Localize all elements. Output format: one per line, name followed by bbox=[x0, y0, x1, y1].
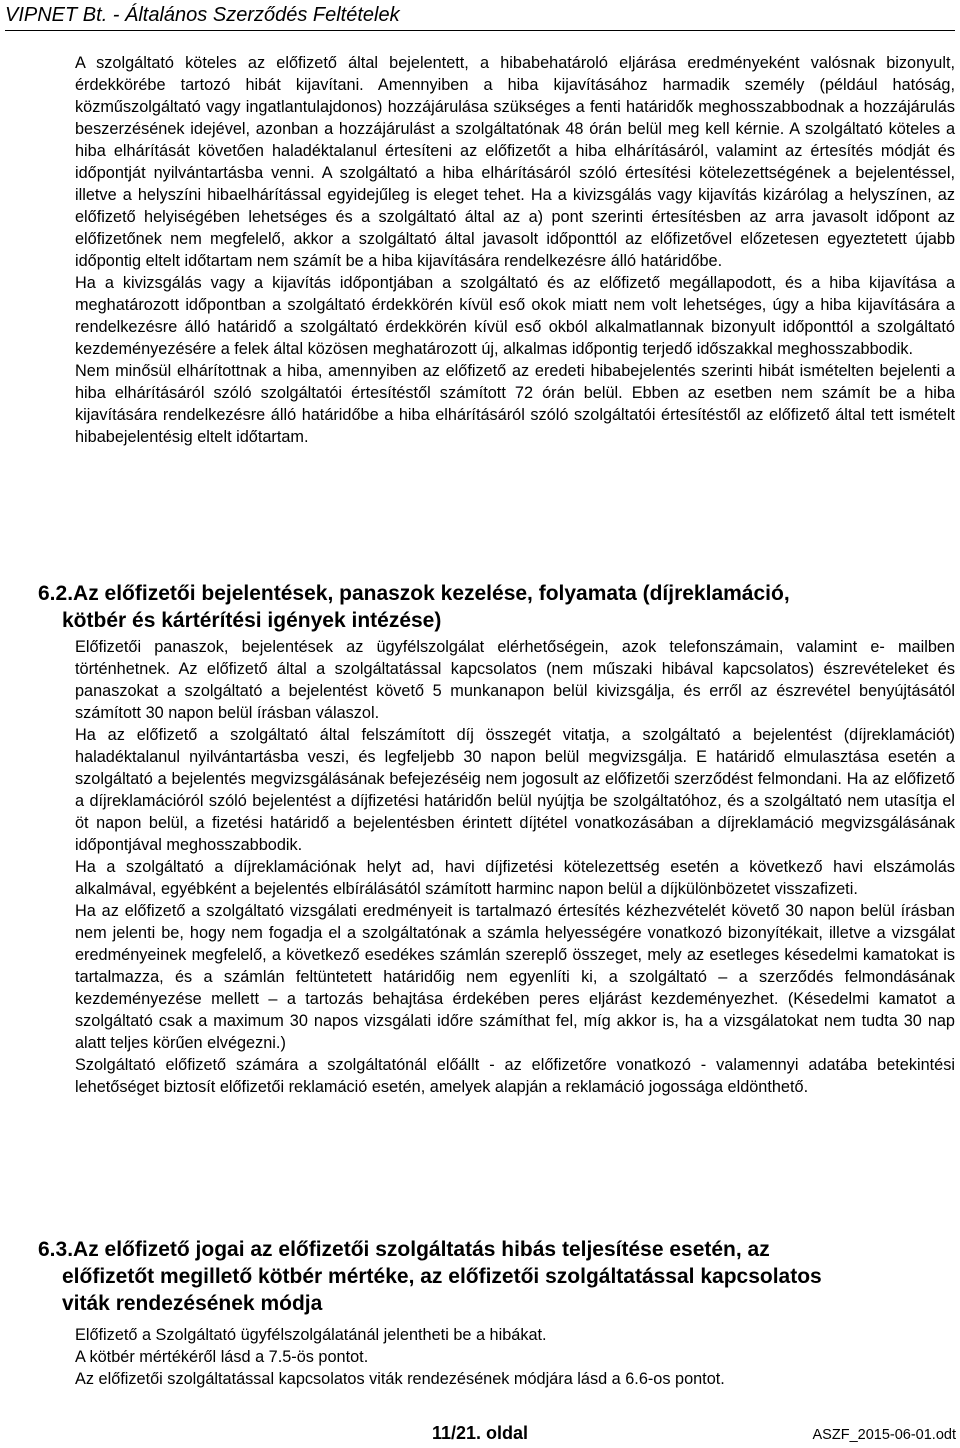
paragraph-hiba-kijavitas: A szolgáltató köteles az előfizető által bejelentett, a hibabehatároló eljárása eredményeként valósnak bizonyult, érdekkörébe tartozó hibát kijavítani. Amennyiben a hiba kijavításához harmadik személy (például hatóság, közműszolgáltató vagy ingatlantulajdonos) hozzájárulása szükséges a fenti határidők meghosszabbodnak a hozzájárulás beszerzésének idejével, azonban a hozzájárulást a szolgáltatónak 48 órán belül meg kell kérnie. A szolgáltató köteles a hiba elhárítását követően haladéktalanul értesíteni az előfizetőt a hiba elhárításáról, valamint az értesítés módját és időpontját nyilvántartásba venni. A szolgáltató a hiba elhárításáról szóló értesítési kötelezettségének a bejelentéssel, illetve a helyszíni hibaelhárítással egyidejűleg is eleget tehet. Ha a kivizsgálás vagy kijavítás kizárólag a helyszínen, az előfizető helyiségében lehetséges és a szolgáltató által az a) pont szerinti értesítésben az arra javasolt időpont az előfizetőnek nem megfelelő, akkor a szolgáltató által javasolt időponttól az előfizetővel előzetesen egyeztetett újabb időpontig eltelt időtartam nem számít be a hiba kijavítására rendelkezésre álló határidőbe. bbox=[75, 54, 955, 270]
section-6-2-body bbox=[75, 636, 955, 1098]
section-6-3-body bbox=[75, 1324, 955, 1390]
paragraph: Az előfizetői szolgáltatással kapcsolatos viták rendezésének módjára lásd a 6.6-os pontot. bbox=[75, 1370, 725, 1388]
paragraph: Ha az előfizető a szolgáltató vizsgálati eredményeit is tartalmazó értesítés kézhezvételét követő 30 napon belül írásban nem jelenti be, hogy nem fogadja el a szolgáltatónak a számla helyességére vonatkozó bizonyítékait, illetve a vizsgálat eredményeinek megfelelő, a következő esedékes számlán szereplő összeget, mely az esetleges késedelmi kamatokat is tartalmazza, és a számlán feltüntetett határidőig nem egyenlíti ki, a szolgáltató – a szerződés felmondásának kezdeményezése mellett – a tartozás behajtása érdekében peres eljárást kezdeményezhet. (Késedelmi kamatot a szolgáltató csak a maximum 30 napos vizsgálati időre számíthat fel, míg akkor is, ha a vizsgálatokat nem tudta 30 nap alatt teljes körűen elvégezni.) bbox=[75, 902, 955, 1052]
section-title-line: kötbér és kártérítési igények intézése) bbox=[62, 609, 442, 632]
paragraph: Előfizető a Szolgáltató ügyfélszolgálatánál jelentheti be a hibákat. bbox=[75, 1326, 547, 1344]
paragraph: Szolgáltató előfizető számára a szolgáltatónál előállt - az előfizetőre vonatkozó - valamennyi adatába betekintési lehetőséget biztosít előfizetői reklamáció esetén, amelyek alapján a reklamáció jogossága eldönthető. bbox=[75, 1056, 955, 1096]
intro-text bbox=[75, 52, 955, 448]
paragraph: Ha az előfizető a szolgáltató által felszámított díj összegét vitatja, a szolgáltató a bejelentést (díjreklamációt) haladéktalanul nyilvántartásba veszi, és legfeljebb 30 napon belül megvizsgálja. E határidő elmulasztása esetén a szolgáltató a bejelentés megvizsgálásának befejezéséig nem jogosult az előfizetői szerződést felmondani. Ha az előfizető a díjreklamációról szóló bejelentést a díjfizetési határidőn belül nyújtja be szolgáltatóhoz, és a szolgáltató nem utasítja el öt napon belül, a fizetési határidő a bejelentésben érintett díjtétel vonatkozásában a díjreklamáció megvizsgálásának időpontjával meghosszabbodik. bbox=[75, 726, 955, 854]
section-title-line: viták rendezésének módja bbox=[62, 1292, 323, 1315]
section-number: 6.2. bbox=[38, 582, 74, 605]
section-number: 6.3. bbox=[38, 1238, 74, 1261]
section-title-line: Az előfizető jogai az előfizetői szolgáltatás hibás teljesítése esetén, az bbox=[73, 1238, 770, 1261]
file-name: ASZF_2015-06-01.odt bbox=[812, 1427, 956, 1443]
section-6-3 bbox=[38, 1236, 955, 1317]
section-6-2-title bbox=[38, 580, 955, 607]
paragraph-idopont: Ha a kivizsgálás vagy a kijavítás időpontjában a szolgáltató és az előfizető megállapodott, és a hiba kijavítása a meghatározott időpontban a szolgáltató érdekkörén kívül eső okok miatt nem volt lehetséges, úgy a hiba kijavítására a rendelkezésre álló határidő a szolgáltató érdekkörén kívül eső okból alkalmatlannak bizonyult időponttól a szolgáltató kezdeményezésére a felek által közösen meghatározott új, alkalmas időpontig terjedő időszakkal meghosszabbodik. bbox=[75, 274, 955, 358]
paragraph: Ha a szolgáltató a díjreklamációnak helyt ad, havi díjfizetési kötelezettség esetén a következő havi elszámolás alkalmával, egyébként a bejelentés elbírálásától számított harminc napon belül a díjkülönbözetet visszafizeti. bbox=[75, 858, 955, 898]
paragraph: A kötbér mértékéről lásd a 7.5-ös pontot. bbox=[75, 1348, 369, 1366]
section-6-2 bbox=[38, 580, 955, 634]
section-title-line: Az előfizetői bejelentések, panaszok kezelése, folyamata (díjreklamáció, bbox=[73, 582, 790, 605]
paragraph-nem-elharitott: Nem minősül elhárítottnak a hiba, amennyiben az előfizető az eredeti hibabejelentés szerinti hibát ismételten bejelenti a hiba elhárításáról szóló szolgáltatói értesítéstől számított 72 órán belül. Ebben az esetben nem számít be a hiba kijavítására rendelkezésre álló határidőbe a hiba elhárításáról szóló szolgáltatói értesítéstől az előfizető által tett ismételt hibabejelentésig eltelt időtartam. bbox=[75, 362, 955, 446]
page-number: 11/21. oldal bbox=[431, 1423, 529, 1443]
section-title-line: előfizetőt megillető kötbér mértéke, az előfizetői szolgáltatással kapcsolatos bbox=[62, 1265, 822, 1288]
paragraph: Előfizetői panaszok, bejelentések az ügyfélszolgálat elérhetőségein, azok telefonszámain, valamint e- mailben történhetnek. Az előfizető által a szolgáltatással kapcsolatos (nem műszaki hibával kapcsolatos) észrevételeket és panaszokat a szolgáltató a bejelentést követő 5 munkanapon belül kivizsgálja, és erről az észrevétel benyújtásától számított 30 napon belül írásban válaszol. bbox=[75, 638, 955, 722]
section-6-3-title bbox=[38, 1236, 955, 1263]
page-header bbox=[5, 2, 955, 31]
document-title: VIPNET Bt. - Általános Szerződés Feltételek bbox=[5, 4, 400, 26]
